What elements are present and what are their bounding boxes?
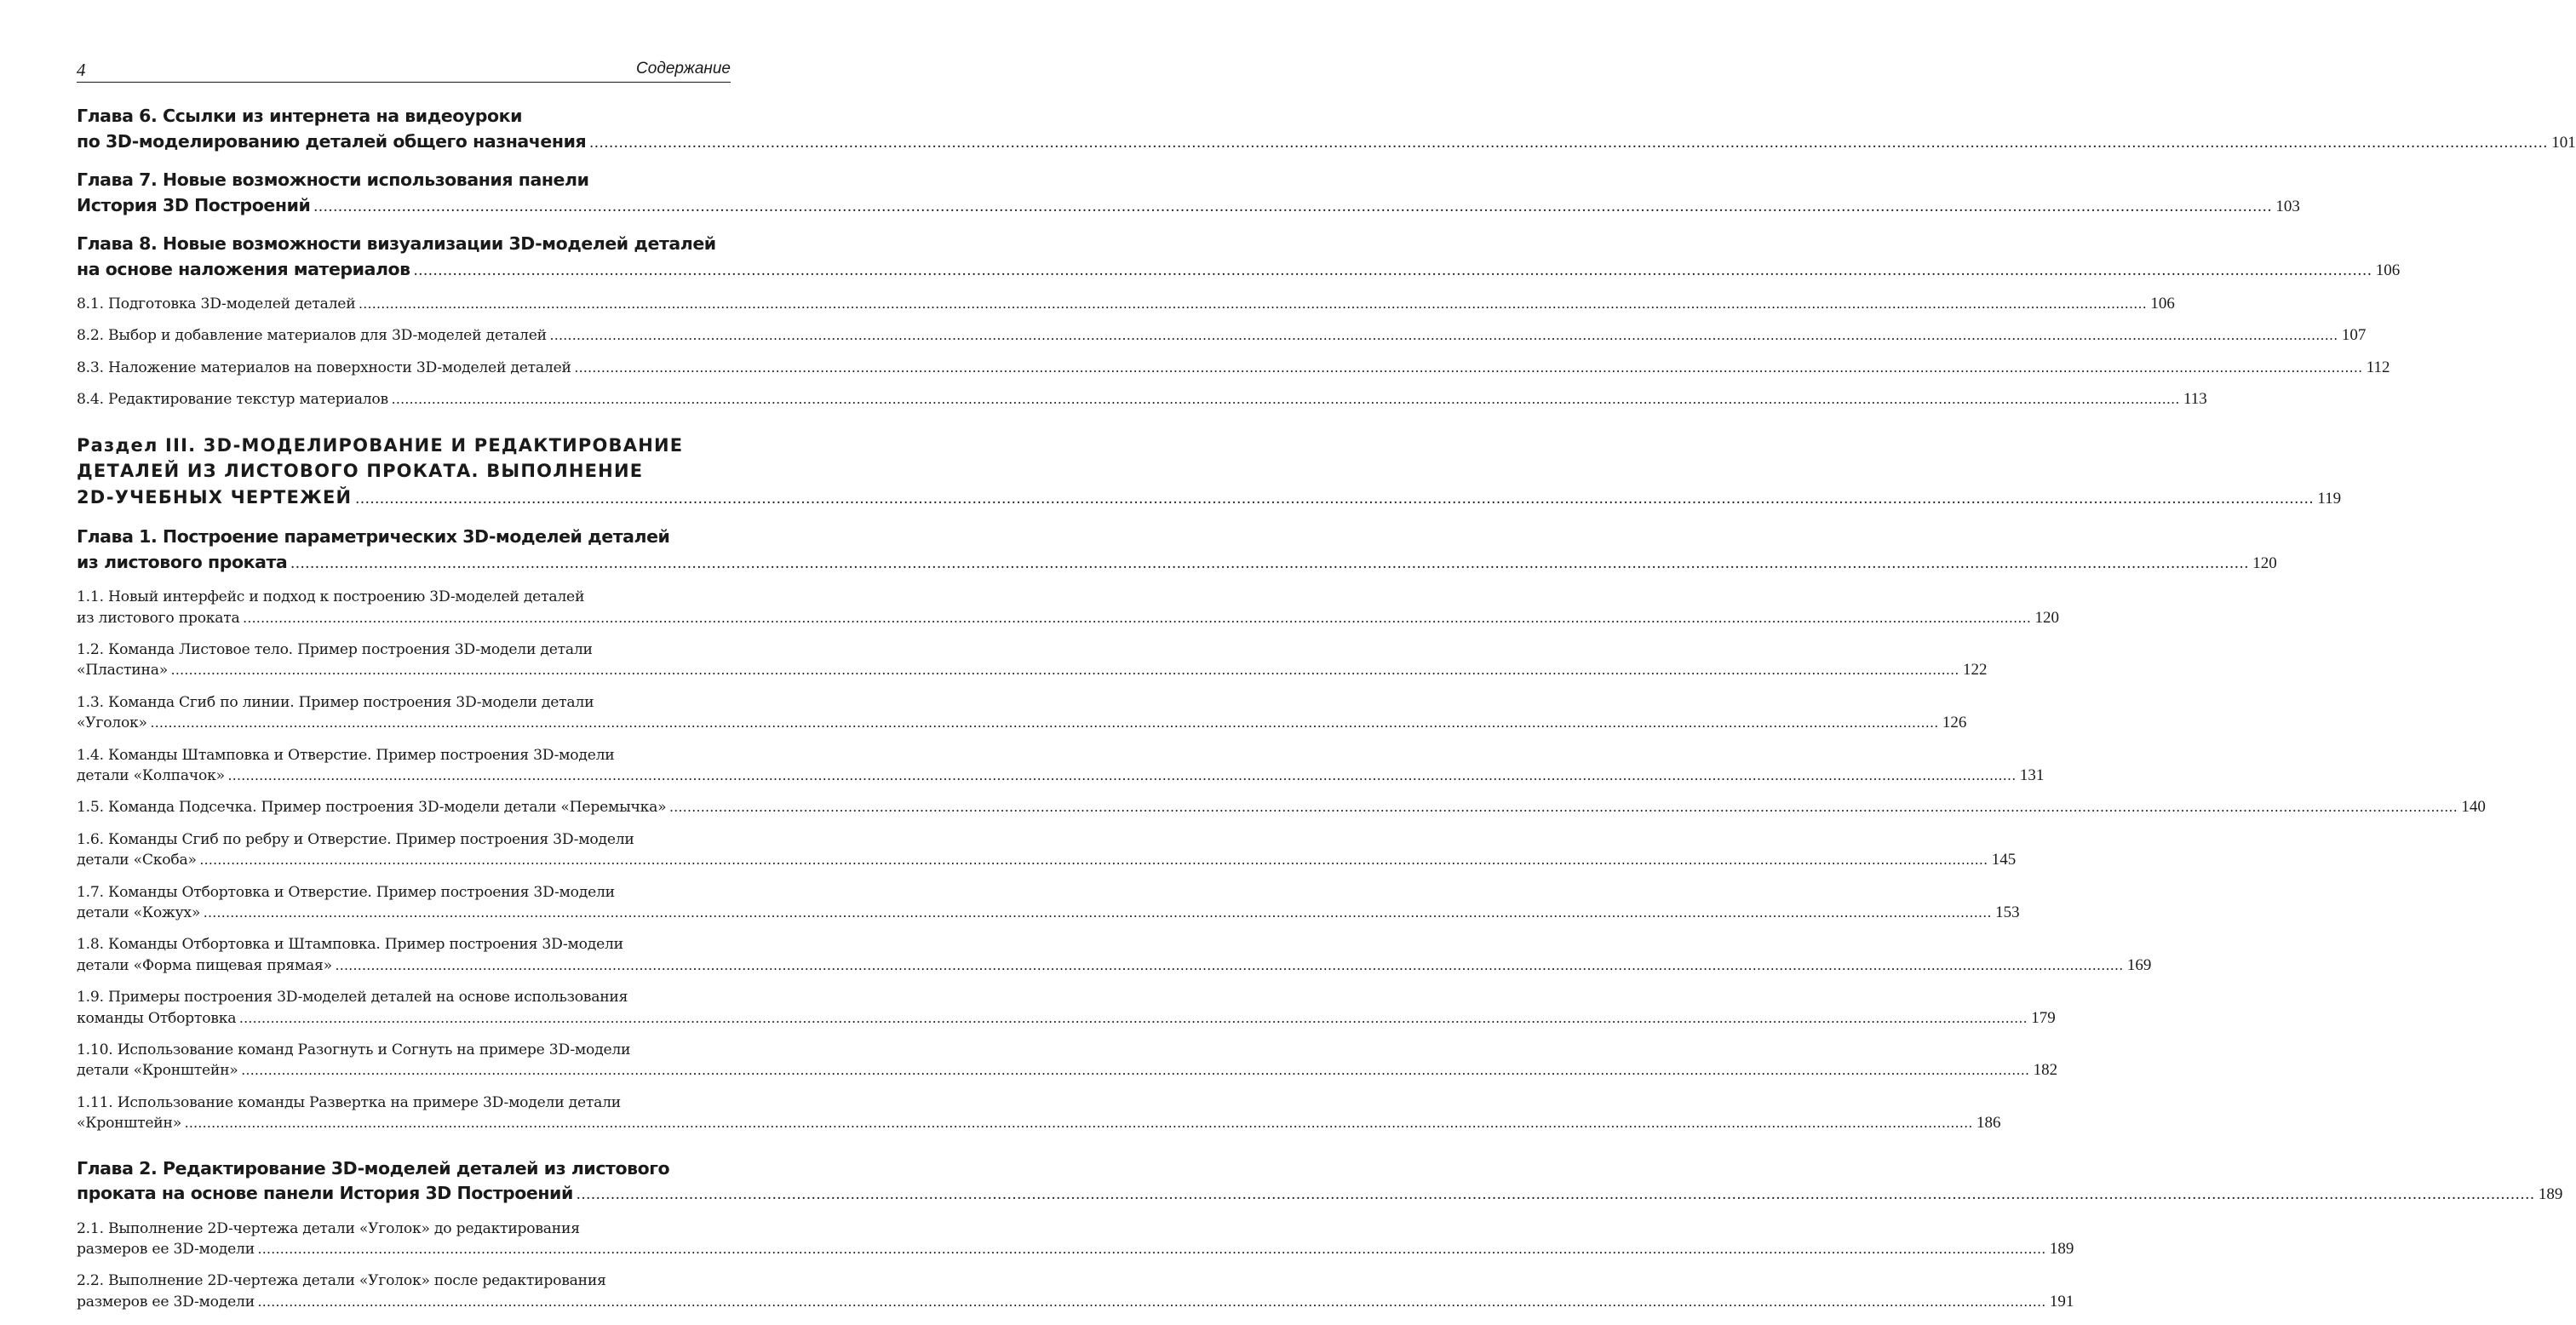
- dot-leader: ................................................................................................................................................................................................................................................................................................................................................................................................................: [150, 714, 1939, 731]
- toc-entry-line: [77, 934, 731, 955]
- toc-entry-line: [77, 829, 731, 850]
- toc-entry-line: [77, 1219, 731, 1239]
- toc-entry-item: [77, 987, 2056, 1029]
- toc-entry-line: [77, 608, 2060, 628]
- dot-leader: ................................................................................................................................................................................................................................................................................................................................................................................................................: [204, 904, 1993, 921]
- toc-entry-line: [77, 458, 731, 485]
- toc-page-number: 120: [2034, 608, 2060, 627]
- toc-entry-line: [77, 257, 2401, 284]
- dot-leader: ................................................................................................................................................................................................................................................................................................................................................................................................................: [170, 662, 1959, 679]
- toc-entry-heading: [77, 1156, 2563, 1207]
- toc-entry-title: команды Отбортовка: [77, 1009, 237, 1027]
- toc-entry-line: [77, 525, 731, 550]
- toc-entry-line: [77, 692, 731, 713]
- toc-entry-title: «Уголок»: [77, 714, 147, 732]
- toc-entry-title: детали «Кронштейн»: [77, 1062, 238, 1080]
- dot-leader: ................................................................................................................................................................................................................................................................................................................................................................................................................: [184, 1115, 1973, 1132]
- toc-entry-item: [77, 745, 2045, 787]
- toc-entry-heading: [77, 104, 2576, 155]
- toc-entry-item: [77, 325, 2367, 346]
- toc-entry-title: 2D-УЧЕБНЫХ ЧЕРТЕЖЕЙ: [77, 486, 353, 508]
- toc-entry-title: 1.2. Команда Листовое тело. Пример построения 3D-модели детали: [77, 640, 593, 658]
- toc-entry-title: 1.3. Команда Сгиб по линии. Пример построения 3D-модели детали: [77, 693, 594, 711]
- toc-page-number: 113: [2183, 390, 2207, 409]
- toc-entry-item: [77, 1093, 2001, 1134]
- toc-entry-line: [77, 433, 731, 459]
- toc-page-number: 126: [1942, 714, 1967, 732]
- dot-leader: ................................................................................................................................................................................................................................................................................................................................................................................................................: [669, 799, 2458, 816]
- toc-entry-title: История 3D Построений: [77, 194, 311, 215]
- toc-page-number: 106: [2375, 261, 2401, 279]
- toc-entry-title: 1.5. Команда Подсечка. Пример построения 3D-модели детали «Перемычка»: [77, 799, 667, 817]
- toc-entry-item: [77, 358, 2390, 378]
- toc-entry-title: детали «Форма пищевая прямая»: [77, 956, 332, 974]
- dot-leader: ................................................................................................................................................................................................................................................................................................................................................................................................................: [241, 1062, 2030, 1079]
- toc-entry-title: 1.9. Примеры построения 3D-моделей деталей на основе использования: [77, 989, 628, 1007]
- dot-leader: ................................................................................................................................................................................................................................................................................................................................................................................................................: [199, 852, 1988, 869]
- toc-entry-title: Глава 7. Новые возможности использования панели: [77, 169, 589, 190]
- toc-entry-title: размеров ее 3D-модели: [77, 1293, 255, 1311]
- toc-entry-line: [77, 485, 2342, 513]
- toc-entry-item: [77, 692, 1967, 734]
- toc-entry-line: [77, 987, 731, 1007]
- toc-entry-heading: [77, 168, 2300, 219]
- toc-entry-title: 1.1. Новый интерфейс и подход к построению 3D-моделей деталей: [77, 588, 585, 606]
- toc-entry-line: [77, 1040, 731, 1060]
- toc-entry-title: ДЕТАЛЕЙ ИЗ ЛИСТОВОГО ПРОКАТА. ВЫПОЛНЕНИЕ: [77, 461, 644, 482]
- toc-entry-title: 8.2. Выбор и добавление материалов для 3D-моделей деталей: [77, 327, 547, 345]
- toc-entry-item: [77, 1219, 2074, 1260]
- toc-page-number: 122: [1962, 661, 1988, 680]
- toc-entry-line: [77, 1113, 2001, 1133]
- toc-entry-item: [77, 587, 2060, 628]
- toc-entry-title: Раздел III. 3D-МОДЕЛИРОВАНИЕ И РЕДАКТИРОВАНИЕ: [77, 434, 684, 456]
- toc-page-number: 189: [2049, 1240, 2074, 1259]
- dot-leader: ................................................................................................................................................................................................................................................................................................................................................................................................................: [549, 327, 2338, 344]
- dot-leader: ................................................................................................................................................................................................................................................................................................................................................................................................................: [413, 261, 2372, 279]
- toc-entry-title: детали «Скоба»: [77, 852, 197, 869]
- toc-entry-title: 1.4. Команды Штамповка и Отверстие. Пример построения 3D-модели: [77, 746, 615, 764]
- toc-entry-title: 1.7. Команды Отбортовка и Отверстие. Пример построения 3D-модели: [77, 883, 615, 901]
- toc-entry-title: Глава 8. Новые возможности визуализации 3D-моделей деталей: [77, 233, 716, 254]
- dot-leader: ................................................................................................................................................................................................................................................................................................................................................................................................................: [391, 391, 2180, 408]
- toc-entry-title: на основе наложения материалов: [77, 258, 410, 279]
- toc-page-number: 186: [1976, 1114, 2001, 1133]
- toc-entry-title: размеров ее 3D-модели: [77, 1241, 255, 1259]
- running-title: Содержание: [636, 60, 731, 77]
- toc-page-number: 103: [2275, 197, 2300, 215]
- toc-entry-line: [77, 129, 2576, 156]
- toc-entry-title: 1.11. Использование команды Развертка на примере 3D-модели детали: [77, 1093, 622, 1111]
- toc-entry-line: [77, 1156, 731, 1182]
- toc-entry-heading: [77, 525, 2277, 576]
- toc-page-number: 112: [2366, 358, 2390, 376]
- dot-leader: ................................................................................................................................................................................................................................................................................................................................................................................................................: [335, 956, 2124, 973]
- toc-entry-line: [77, 1008, 2056, 1029]
- toc-entry-item: [77, 882, 2020, 924]
- toc-entry-item: [77, 934, 2152, 976]
- toc-entry-item: [77, 294, 2175, 314]
- toc-entry-line: [77, 193, 2300, 220]
- toc-entry-title: «Кронштейн»: [77, 1115, 181, 1133]
- page-number: 4: [77, 60, 86, 80]
- toc-page-number: 131: [2019, 766, 2045, 784]
- toc-page-number: 191: [2049, 1292, 2074, 1311]
- dot-leader: ................................................................................................................................................................................................................................................................................................................................................................................................................: [227, 766, 2017, 783]
- toc-entry-line: [77, 903, 2020, 923]
- dot-leader: ................................................................................................................................................................................................................................................................................................................................................................................................................: [359, 295, 2148, 312]
- toc-entry-heading: [77, 232, 2401, 283]
- dot-leader: ................................................................................................................................................................................................................................................................................................................................................................................................................: [589, 133, 2549, 152]
- dot-leader: ................................................................................................................................................................................................................................................................................................................................................................................................................: [355, 489, 2315, 508]
- toc-entry-title: по 3D-моделированию деталей общего назначения: [77, 130, 587, 152]
- toc-entry-title: 1.10. Использование команд Разогнуть и Согнуть на примере 3D-модели: [77, 1041, 631, 1059]
- toc-page-number: 120: [2252, 554, 2277, 572]
- toc-entry-title: Глава 1. Построение параметрических 3D-моделей деталей: [77, 526, 670, 548]
- toc-entry-part: [77, 433, 2342, 513]
- toc-entry-title: 1.8. Команды Отбортовка и Штамповка. Пример построения 3D-модели: [77, 936, 623, 954]
- toc-entry-line: [77, 766, 2045, 786]
- dot-leader: ................................................................................................................................................................................................................................................................................................................................................................................................................: [576, 1185, 2535, 1204]
- toc-entry-item: [77, 389, 2207, 410]
- dot-leader: ................................................................................................................................................................................................................................................................................................................................................................................................................: [243, 609, 2032, 626]
- toc-entry-title: детали «Кожух»: [77, 904, 201, 921]
- dot-leader: ................................................................................................................................................................................................................................................................................................................................................................................................................: [257, 1293, 2046, 1310]
- toc-entry-line: [77, 640, 731, 660]
- toc-page-number: 179: [2031, 1008, 2056, 1027]
- toc-entry-line: [77, 745, 731, 766]
- toc-entry-item: [77, 640, 1988, 681]
- dot-leader: ................................................................................................................................................................................................................................................................................................................................................................................................................: [574, 358, 2363, 376]
- toc-page-number: 182: [2033, 1061, 2058, 1080]
- toc-entry-item: [77, 829, 2017, 871]
- toc-entry-line: [77, 1271, 731, 1291]
- toc-entry-title: Глава 6. Ссылки из интернета на видеоуроки: [77, 106, 523, 126]
- toc-entry-line: [77, 660, 1988, 680]
- toc-entry-title: 8.3. Наложение материалов на поверхности 3D-моделей деталей: [77, 358, 571, 376]
- toc-page-number: 169: [2126, 955, 2152, 974]
- toc-entry-title: 8.4. Редактирование текстур материалов: [77, 391, 388, 409]
- toc-entry-title: 8.1. Подготовка 3D-моделей деталей: [77, 295, 356, 313]
- toc-entry-title: проката на основе панели История 3D Построений: [77, 1183, 573, 1204]
- toc-entry-line: [77, 232, 731, 257]
- toc-page-number: 140: [2461, 798, 2486, 817]
- toc-page-number: 189: [2538, 1185, 2563, 1204]
- toc-page-number: 145: [1991, 851, 2017, 869]
- toc-entry-line: [77, 850, 2017, 870]
- toc-entry-item: [77, 797, 2486, 817]
- toc-entry-item: [77, 1040, 2058, 1081]
- toc-entry-title: 1.6. Команды Сгиб по ребру и Отверстие. Пример построения 3D-модели: [77, 830, 634, 848]
- dot-leader: ................................................................................................................................................................................................................................................................................................................................................................................................................: [257, 1241, 2046, 1258]
- page-header: [77, 60, 731, 83]
- dot-leader: ................................................................................................................................................................................................................................................................................................................................................................................................................: [313, 197, 2273, 215]
- dot-leader: ................................................................................................................................................................................................................................................................................................................................................................................................................: [239, 1009, 2028, 1026]
- toc-page-number: 119: [2317, 489, 2342, 508]
- toc-entry-line: [77, 1181, 2563, 1207]
- toc-entry-item: [77, 1271, 2074, 1312]
- toc-entry-title: из листового проката: [77, 609, 240, 627]
- toc-page-number: 107: [2341, 326, 2367, 345]
- toc-entry-line: [77, 1060, 2058, 1081]
- toc-entry-line: [77, 797, 2486, 817]
- toc-entry-line: [77, 1093, 731, 1113]
- toc-entry-line: [77, 713, 1967, 733]
- toc-entry-line: [77, 389, 2207, 410]
- dot-leader: ................................................................................................................................................................................................................................................................................................................................................................................................................: [290, 554, 2250, 572]
- toc-entry-title: из листового проката: [77, 551, 288, 572]
- toc-page-number: 101: [2551, 133, 2576, 152]
- toc-entry-line: [77, 955, 2152, 976]
- toc-entry-line: [77, 1292, 2074, 1312]
- toc-entry-line: [77, 882, 731, 903]
- toc-entry-line: [77, 325, 2367, 346]
- toc-entry-line: [77, 104, 731, 129]
- toc-page-number: 153: [1995, 903, 2020, 921]
- toc-entry-title: 2.1. Выполнение 2D-чертежа детали «Уголок» до редактирования: [77, 1219, 580, 1237]
- toc-entry-title: 2.2. Выполнение 2D-чертежа детали «Уголок» после редактирования: [77, 1272, 606, 1290]
- toc-page-number: 106: [2150, 295, 2175, 313]
- toc-entry-line: [77, 587, 731, 607]
- toc-entry-title: детали «Колпачок»: [77, 766, 225, 784]
- toc-entry-title: Глава 2. Редактирование 3D-моделей деталей из листового: [77, 1157, 670, 1179]
- toc-entry-line: [77, 168, 731, 193]
- table-of-contents: [77, 104, 2576, 1325]
- toc-entry-title: «Пластина»: [77, 662, 168, 680]
- toc-entry-line: [77, 294, 2175, 314]
- toc-entry-line: [77, 358, 2390, 378]
- toc-entry-line: [77, 1239, 2074, 1259]
- toc-entry-line: [77, 550, 2277, 576]
